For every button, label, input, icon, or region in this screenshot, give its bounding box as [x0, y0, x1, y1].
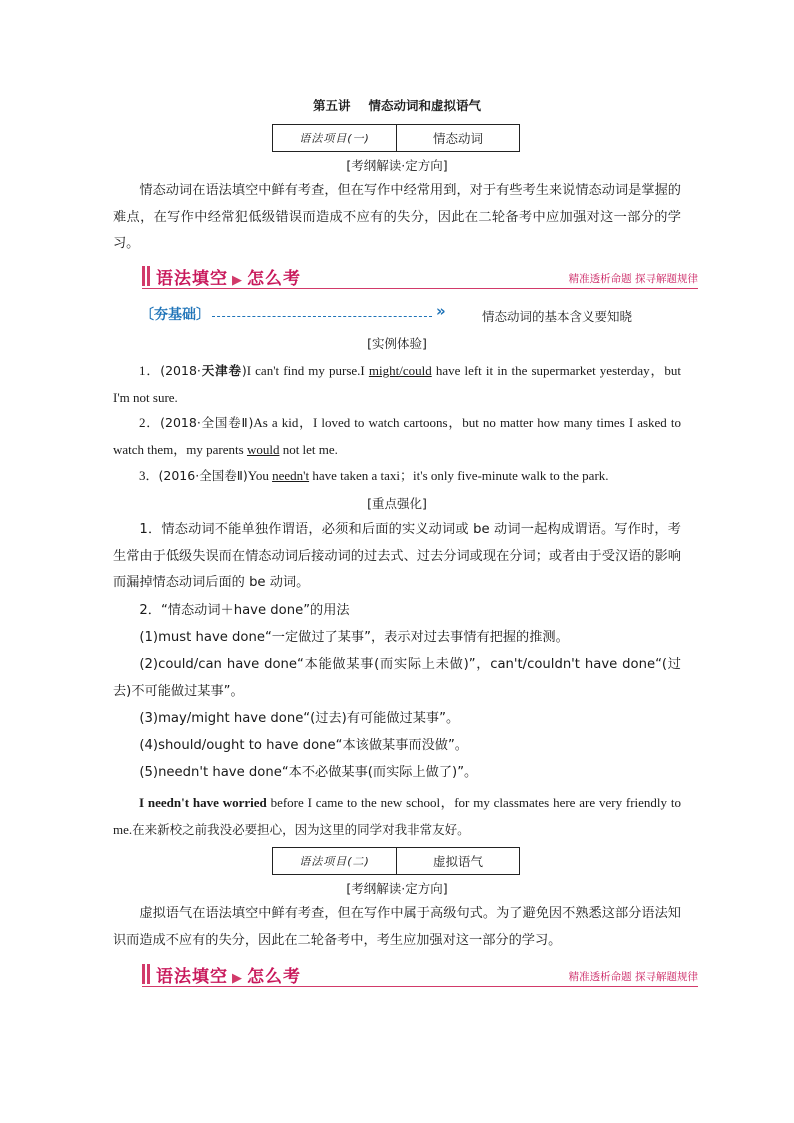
project-table-2	[272, 847, 520, 875]
section-banner-1	[142, 264, 698, 289]
basics-description: 情态动词的基本含义要知晓	[482, 309, 633, 324]
banner-subtitle: 精准透析命题 探寻解题规律	[568, 273, 698, 285]
intro-paragraph-1: 情态动词在语法填空中鲜有考查，但在写作中经常用到，对于有些考生来说情态动词是掌握的难点，在写作中经常犯低级错误而造成不应有的失分，因此在二轮备考中应加强对这一部分的学习。	[113, 183, 681, 251]
usage-item-5: (5)needn't have done“本不必做某事(而实际上做了)”。	[139, 765, 478, 780]
triangle-arrow-icon: ▶	[232, 273, 243, 288]
usage-item-2: (2)could/can have done“本能做某事(而实际上未做)”，can't/couldn't have done“(过去)不可能做过某事”。	[113, 657, 681, 699]
banner-subtitle: 精准透析命题 探寻解题规律	[568, 971, 698, 983]
focus-heading: [重点强化]	[367, 496, 427, 511]
outline-heading: [考纲解读·定方向]	[346, 158, 448, 173]
dashed-line	[212, 316, 432, 317]
banner-bars-icon	[142, 964, 152, 984]
triangle-arrow-icon: ▶	[232, 971, 243, 986]
answer-underlined: needn't	[272, 468, 310, 483]
usage-item-3: (3)may/might have done“(过去)有可能做过某事”。	[139, 711, 460, 726]
intro-paragraph-2: 虚拟语气在语法填空中鲜有考查，但在写作中属于高级句式。为了避免因不熟悉这部分语法知识而造成不应有的失分，因此在二轮备考中，考生应加强对这一部分的学习。	[113, 906, 681, 948]
lecture-topic: 情态动词和虚拟语气	[368, 98, 482, 113]
basics-tag: 〔夯基础〕	[140, 307, 210, 323]
basics-section-header	[140, 302, 660, 326]
project-name: 情态动词	[432, 131, 483, 146]
usage-item-4: (4)should/ought to have done“本该做某事而没做”。	[139, 738, 468, 753]
document-title	[0, 96, 794, 114]
answer-underlined: might/could	[368, 363, 432, 378]
outline-heading-2: [考纲解读·定方向]	[346, 881, 448, 896]
example-item-1: 1．(2018·天津卷)I can't find my purse.I might/could have left it in the supermarket yesterday，but I'm not sure.	[113, 363, 681, 405]
example-item-2: 2．(2018·全国卷Ⅱ)As a kid，I loved to watch cartoons，but no matter how many times I asked to watch them，my parents would not let me.	[113, 415, 681, 457]
project-name: 虚拟语气	[432, 854, 483, 869]
section-banner-2	[142, 962, 698, 987]
project-table-1	[272, 124, 520, 152]
banner-title: 语法填空 ▶ 怎么考	[156, 967, 301, 987]
banner-title: 语法填空 ▶ 怎么考	[156, 269, 301, 289]
example-heading: [实例体验]	[367, 336, 427, 351]
lecture-number: 第五讲	[312, 98, 351, 113]
focus-point-1: 1．情态动词不能单独作谓语，必须和后面的实义动词或 be 动词一起构成谓语。写作时，考生常由于低级失误而在情态动词后接动词的过去式、过去分词或现在分词；或者由于受汉语的影响而漏掉情态动词后面的 be 动词。	[113, 522, 681, 590]
usage-item-1: (1)must have done“一定做过了某事”，表示对过去事情有把握的推测。	[139, 630, 569, 645]
banner-bars-icon	[142, 266, 152, 286]
project-label: 语法项目(一)	[273, 125, 397, 151]
focus-point-2: 2．“情态动词＋have done”的用法	[139, 603, 350, 618]
project-label: 语法项目(二)	[273, 848, 397, 874]
sample-sentence: I needn't have worried before I came to the new school，for my classmates here are very friendly to me.在来新校之前我没必要担心，因为这里的同学对我非常友好。	[113, 795, 681, 837]
answer-underlined: would	[246, 441, 280, 457]
sample-bold: I needn't have worried	[139, 795, 267, 810]
double-chevron-icon: »	[436, 302, 446, 320]
example-item-3: 3．(2016·全国卷Ⅱ)You needn't have taken a taxi；it's only five-minute walk to the park.	[139, 468, 609, 483]
